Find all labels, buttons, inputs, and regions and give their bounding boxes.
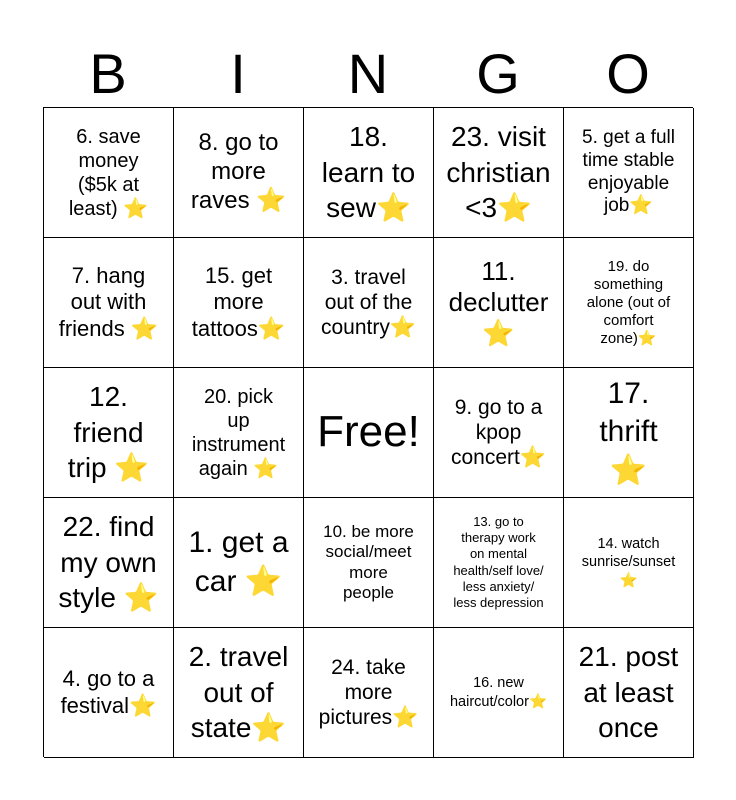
header-letter-b: B xyxy=(89,42,127,105)
bingo-cell-free[interactable]: Free! xyxy=(304,368,434,498)
bingo-cell-r3-c4[interactable]: 9. go to a kpop concert⭐ xyxy=(434,368,564,498)
bingo-cell-r2-c2[interactable]: 15. get more tattoos⭐ xyxy=(174,238,304,368)
bingo-cell-r4-c5[interactable]: 14. watch sunrise/sunset ⭐ xyxy=(564,498,694,628)
bingo-header xyxy=(43,40,693,108)
bingo-cell-r1-c1[interactable]: 6. save money ($5k at least) ⭐ xyxy=(44,108,174,238)
bingo-cell-r4-c2[interactable]: 1. get a car ⭐ xyxy=(174,498,304,628)
bingo-board xyxy=(43,107,693,757)
bingo-cell-r1-c5[interactable]: 5. get a full time stable enjoyable job⭐ xyxy=(564,108,694,238)
bingo-cell-r4-c1[interactable]: 22. find my own style ⭐ xyxy=(44,498,174,628)
bingo-cell-r5-c3[interactable]: 24. take more pictures⭐ xyxy=(304,628,434,758)
bingo-cell-r1-c3[interactable]: 18. learn to sew⭐ xyxy=(304,108,434,238)
bingo-cell-r2-c4[interactable]: 11. declutter ⭐ xyxy=(434,238,564,368)
header-letter-n: N xyxy=(347,42,389,105)
bingo-cell-r1-c4[interactable]: 23. visit christian <3⭐ xyxy=(434,108,564,238)
bingo-cell-r2-c5[interactable]: 19. do something alone (out of comfort zone)⭐ xyxy=(564,238,694,368)
bingo-cell-r4-c4[interactable]: 13. go to therapy work on mental health/self love/ less anxiety/ less depression xyxy=(434,498,564,628)
bingo-cell-r2-c3[interactable]: 3. travel out of the country⭐ xyxy=(304,238,434,368)
bingo-cell-r3-c1[interactable]: 12. friend trip ⭐ xyxy=(44,368,174,498)
header-letter-o: O xyxy=(606,42,650,105)
bingo-cell-r5-c4[interactable]: 16. new haircut/color⭐ xyxy=(434,628,564,758)
bingo-cell-r1-c2[interactable]: 8. go to more raves ⭐ xyxy=(174,108,304,238)
header-letter-i: I xyxy=(230,42,246,105)
bingo-cell-r3-c2[interactable]: 20. pick up instrument again ⭐ xyxy=(174,368,304,498)
bingo-cell-r5-c2[interactable]: 2. travel out of state⭐ xyxy=(174,628,304,758)
bingo-cell-r2-c1[interactable]: 7. hang out with friends ⭐ xyxy=(44,238,174,368)
bingo-cell-r3-c5[interactable]: 17. thrift ⭐ xyxy=(564,368,694,498)
bingo-cell-r5-c1[interactable]: 4. go to a festival⭐ xyxy=(44,628,174,758)
header-letter-g: G xyxy=(476,42,520,105)
bingo-cell-r4-c3[interactable]: 10. be more social/meet more people xyxy=(304,498,434,628)
bingo-cell-r5-c5[interactable]: 21. post at least once xyxy=(564,628,694,758)
